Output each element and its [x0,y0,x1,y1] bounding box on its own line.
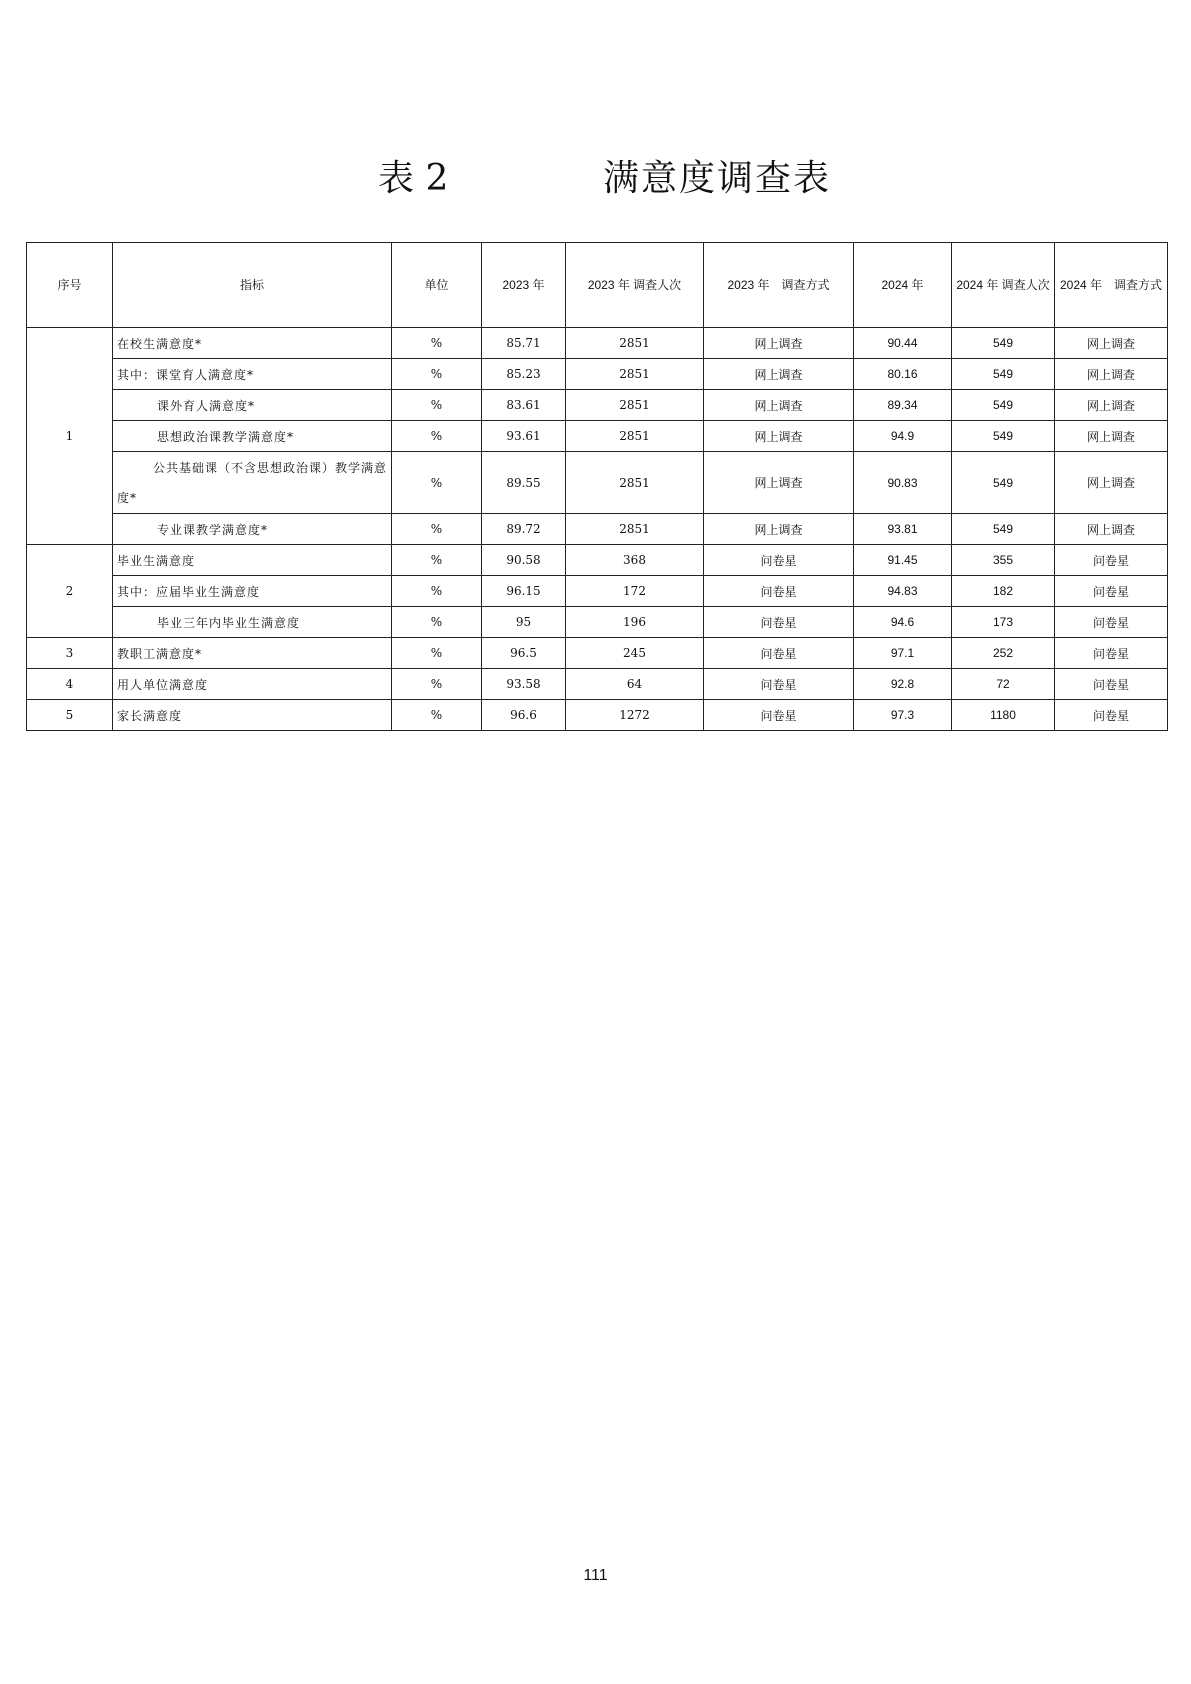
count-2023-cell: 2851 [566,514,704,545]
count-2023-cell: 2851 [566,452,704,514]
method-2024-cell: 问卷星 [1055,545,1168,576]
method-2024-cell: 网上调查 [1055,514,1168,545]
value-2023-cell: 96.5 [482,638,566,669]
table-row [27,328,1168,359]
indicator-cell: 用人单位满意度 [113,669,392,700]
count-2024-cell: 252 [952,638,1055,669]
table-row [27,545,1168,576]
count-2023-cell: 2851 [566,390,704,421]
header-2024-value: 2024 年 [854,243,952,328]
count-2023-cell: 2851 [566,421,704,452]
count-2023-cell: 64 [566,669,704,700]
method-2023-cell: 问卷星 [704,576,854,607]
indicator-cell: 在校生满意度* [113,328,392,359]
value-2024-cell: 80.16 [854,359,952,390]
value-2023-cell: 96.15 [482,576,566,607]
table-row [27,576,1168,607]
count-2024-cell: 355 [952,545,1055,576]
method-2024-cell: 问卷星 [1055,607,1168,638]
count-2023-cell: 1272 [566,700,704,731]
header-unit: 单位 [392,243,482,328]
unit-cell: % [392,576,482,607]
indicator-cell: 思想政治课教学满意度* [113,421,392,452]
count-2023-cell: 2851 [566,359,704,390]
method-2024-cell: 网上调查 [1055,359,1168,390]
indicator-cell: 家长满意度 [113,700,392,731]
indicator-line-2: 度* [117,490,138,505]
count-2024-cell: 182 [952,576,1055,607]
unit-cell: % [392,607,482,638]
method-2023-cell: 问卷星 [704,700,854,731]
count-2024-cell: 549 [952,514,1055,545]
unit-cell: % [392,669,482,700]
header-2023-count: 2023 年 调查人次 [566,243,704,328]
value-2024-cell: 94.9 [854,421,952,452]
header-2023-method: 2023 年 调查方式 [704,243,854,328]
count-2023-cell: 172 [566,576,704,607]
method-2023-cell: 问卷星 [704,669,854,700]
value-2024-cell: 94.83 [854,576,952,607]
row-number: 3 [27,638,113,669]
table-row [27,669,1168,700]
table-row [27,421,1168,452]
table-name: 满意度调查表 [603,158,832,199]
value-2023-cell: 85.71 [482,328,566,359]
unit-cell: % [392,390,482,421]
method-2023-cell: 网上调查 [704,452,854,514]
unit-cell: % [392,421,482,452]
value-2023-cell: 90.58 [482,545,566,576]
indicator-cell: 专业课教学满意度* [113,514,392,545]
table-label: 表 2 [378,158,449,199]
value-2024-cell: 89.34 [854,390,952,421]
header-2024-count: 2024 年 调查人次 [952,243,1055,328]
method-2024-cell: 问卷星 [1055,700,1168,731]
unit-cell: % [392,545,482,576]
unit-cell: % [392,328,482,359]
count-2023-cell: 245 [566,638,704,669]
value-2023-cell: 83.61 [482,390,566,421]
value-2024-cell: 97.1 [854,638,952,669]
method-2023-cell: 网上调查 [704,514,854,545]
value-2023-cell: 85.23 [482,359,566,390]
header-row [27,243,1168,328]
unit-cell: % [392,452,482,514]
row-number: 2 [27,545,113,638]
table-row [27,514,1168,545]
method-2024-cell: 网上调查 [1055,328,1168,359]
unit-cell: % [392,638,482,669]
table-row [27,452,1168,514]
count-2023-cell: 368 [566,545,704,576]
unit-cell: % [392,359,482,390]
header-2024-method: 2024 年 调查方式 [1055,243,1168,328]
count-2023-cell: 196 [566,607,704,638]
method-2024-cell: 网上调查 [1055,452,1168,514]
value-2024-cell: 97.3 [854,700,952,731]
method-2023-cell: 问卷星 [704,638,854,669]
row-number: 5 [27,700,113,731]
method-2023-cell: 问卷星 [704,607,854,638]
value-2023-cell: 96.6 [482,700,566,731]
method-2024-cell: 网上调查 [1055,390,1168,421]
satisfaction-table [26,242,1168,731]
count-2024-cell: 549 [952,421,1055,452]
indicator-line-1: 公共基础课（不含思想政治课）教学满意 [153,460,388,475]
table-row [27,700,1168,731]
value-2023-cell: 89.55 [482,452,566,514]
indicator-cell: 其中：课堂育人满意度* [113,359,392,390]
count-2024-cell: 549 [952,359,1055,390]
table-row [27,390,1168,421]
page-number: 111 [583,1567,608,1584]
row-number: 4 [27,669,113,700]
value-2024-cell: 90.83 [854,452,952,514]
unit-cell: % [392,514,482,545]
indicator-cell: 毕业三年内毕业生满意度 [113,607,392,638]
count-2023-cell: 2851 [566,328,704,359]
method-2024-cell: 网上调查 [1055,421,1168,452]
method-2024-cell: 问卷星 [1055,638,1168,669]
indicator-cell: 毕业生满意度 [113,545,392,576]
value-2024-cell: 94.6 [854,607,952,638]
header-no: 序号 [27,243,113,328]
count-2024-cell: 173 [952,607,1055,638]
count-2024-cell: 1180 [952,700,1055,731]
method-2024-cell: 问卷星 [1055,669,1168,700]
value-2024-cell: 90.44 [854,328,952,359]
method-2023-cell: 问卷星 [704,545,854,576]
row-number: 1 [27,328,113,545]
value-2023-cell: 89.72 [482,514,566,545]
count-2024-cell: 549 [952,328,1055,359]
count-2024-cell: 72 [952,669,1055,700]
method-2023-cell: 网上调查 [704,421,854,452]
header-2023-value: 2023 年 [482,243,566,328]
unit-cell: % [392,700,482,731]
method-2023-cell: 网上调查 [704,359,854,390]
value-2023-cell: 95 [482,607,566,638]
indicator-cell: 教职工满意度* [113,638,392,669]
indicator-cell [113,452,392,514]
table-row [27,607,1168,638]
value-2023-cell: 93.61 [482,421,566,452]
value-2023-cell: 93.58 [482,669,566,700]
value-2024-cell: 92.8 [854,669,952,700]
count-2024-cell: 549 [952,452,1055,514]
table-row [27,359,1168,390]
count-2024-cell: 549 [952,390,1055,421]
indicator-cell: 课外育人满意度* [113,390,392,421]
header-indicator: 指标 [113,243,392,328]
table-title [0,150,1191,200]
method-2023-cell: 网上调查 [704,328,854,359]
indicator-cell: 其中：应届毕业生满意度 [113,576,392,607]
method-2023-cell: 网上调查 [704,390,854,421]
value-2024-cell: 93.81 [854,514,952,545]
value-2024-cell: 91.45 [854,545,952,576]
method-2024-cell: 问卷星 [1055,576,1168,607]
table-row [27,638,1168,669]
